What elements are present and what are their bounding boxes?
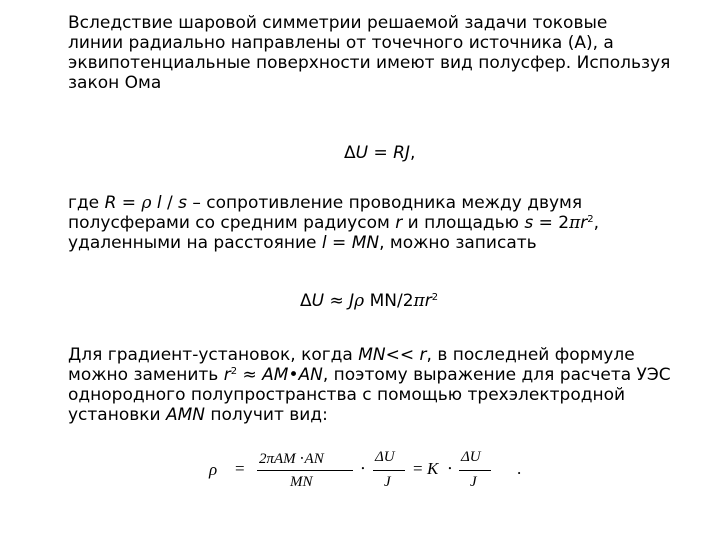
resistivity-formula (195, 446, 535, 496)
formula-denominator-3: J (470, 474, 477, 490)
delta-symbol: Δ (300, 291, 312, 311)
formula-period: . (517, 459, 522, 478)
intro-line-2: линии радиально направлены от точечного источника (А), а (68, 33, 614, 53)
text: получит вид: (205, 405, 328, 425)
fraction-bar-3 (459, 470, 491, 471)
approx-sign: ≈ (237, 365, 263, 385)
var-s: s (178, 193, 187, 213)
gradient-paragraph (68, 345, 708, 425)
var-r: r (395, 213, 403, 233)
bullet-dot: • (288, 365, 299, 385)
var-mn: MN (351, 233, 380, 253)
text-mn: MN (364, 291, 397, 311)
voltage-approx-equation (300, 291, 438, 311)
formula-denominator-2: J (384, 474, 391, 490)
var-pi: π (569, 213, 581, 233)
var-r-resistance: R (104, 193, 117, 213)
approx-sign: ≈ (324, 291, 350, 311)
var-mn: MN (358, 345, 386, 365)
var-an: AN (298, 365, 323, 385)
formula-numerator-1: 2πAM ⋅AN (259, 451, 324, 467)
formula-dot-1: ⋅ (360, 459, 366, 478)
text: Для градиент-установок, когда (68, 345, 359, 365)
formula-k: K (427, 459, 439, 478)
formula-equals-2: = (413, 459, 423, 478)
var-rho: ρ (141, 193, 152, 213)
var-s: s (524, 213, 534, 233)
text: = 2 (533, 213, 570, 233)
text: , можно записать (379, 233, 537, 253)
text: и площадью (402, 213, 525, 233)
text: / (161, 193, 179, 213)
superscript: 2 (431, 292, 439, 303)
var-u: U (355, 143, 369, 163)
superscript: 2 (230, 366, 238, 377)
intro-line-1: Вследствие шаровой симметрии решаемой задачи токовые (68, 13, 608, 33)
equals-sign: = (368, 143, 394, 163)
text: удаленными на расстояние (68, 233, 322, 253)
resistance-paragraph (68, 193, 708, 253)
var-r: r (580, 213, 588, 233)
text: = (326, 233, 352, 253)
var-u: U (311, 291, 325, 311)
text: , (593, 213, 600, 233)
fraction-bar-1 (257, 470, 353, 471)
superscript: 2 (587, 214, 594, 225)
text: , поэтому выражение для расчета УЭС (322, 365, 671, 385)
text: полусферами со средним радиусом (68, 213, 396, 233)
formula-denominator-1: MN (290, 474, 313, 490)
var-rho: ρ (354, 291, 365, 311)
formula-rho: ρ (209, 460, 218, 479)
intro-line-3: эквипотенциальные поверхности имеют вид полусфер. Используя (68, 53, 671, 73)
var-l: l (156, 193, 162, 213)
var-r: r (424, 291, 432, 311)
text: , в последней формуле (426, 345, 635, 365)
text: = (116, 193, 142, 213)
text: где (68, 193, 105, 213)
ohm-law-equation (344, 143, 415, 163)
intro-paragraph (68, 13, 708, 93)
var-j: J (349, 291, 355, 311)
formula-equals-1: = (235, 459, 245, 478)
text: можно заменить (68, 365, 224, 385)
var-rj: RJ (393, 143, 410, 163)
intro-line-4: закон Ома (68, 73, 162, 93)
var-r: r (223, 365, 231, 385)
comma: , (409, 143, 416, 163)
var-l: l (321, 233, 327, 253)
formula-numerator-3: ΔU (461, 449, 481, 465)
var-pi: π (413, 291, 425, 311)
var-amn: AMN (165, 405, 205, 425)
var-r: r (419, 345, 427, 365)
formula-numerator-2: ΔU (375, 449, 395, 465)
var-am: AM (262, 365, 289, 385)
delta-symbol: Δ (344, 143, 356, 163)
text: установки (68, 405, 166, 425)
text: – сопротивление проводника между двумя (186, 193, 583, 213)
fraction-bar-2 (373, 470, 405, 471)
formula-dot-2: ⋅ (447, 459, 453, 478)
text: /2 (396, 291, 414, 311)
text: << (385, 345, 420, 365)
text: однородного полупространства с помощью трехэлектродной (68, 385, 626, 405)
